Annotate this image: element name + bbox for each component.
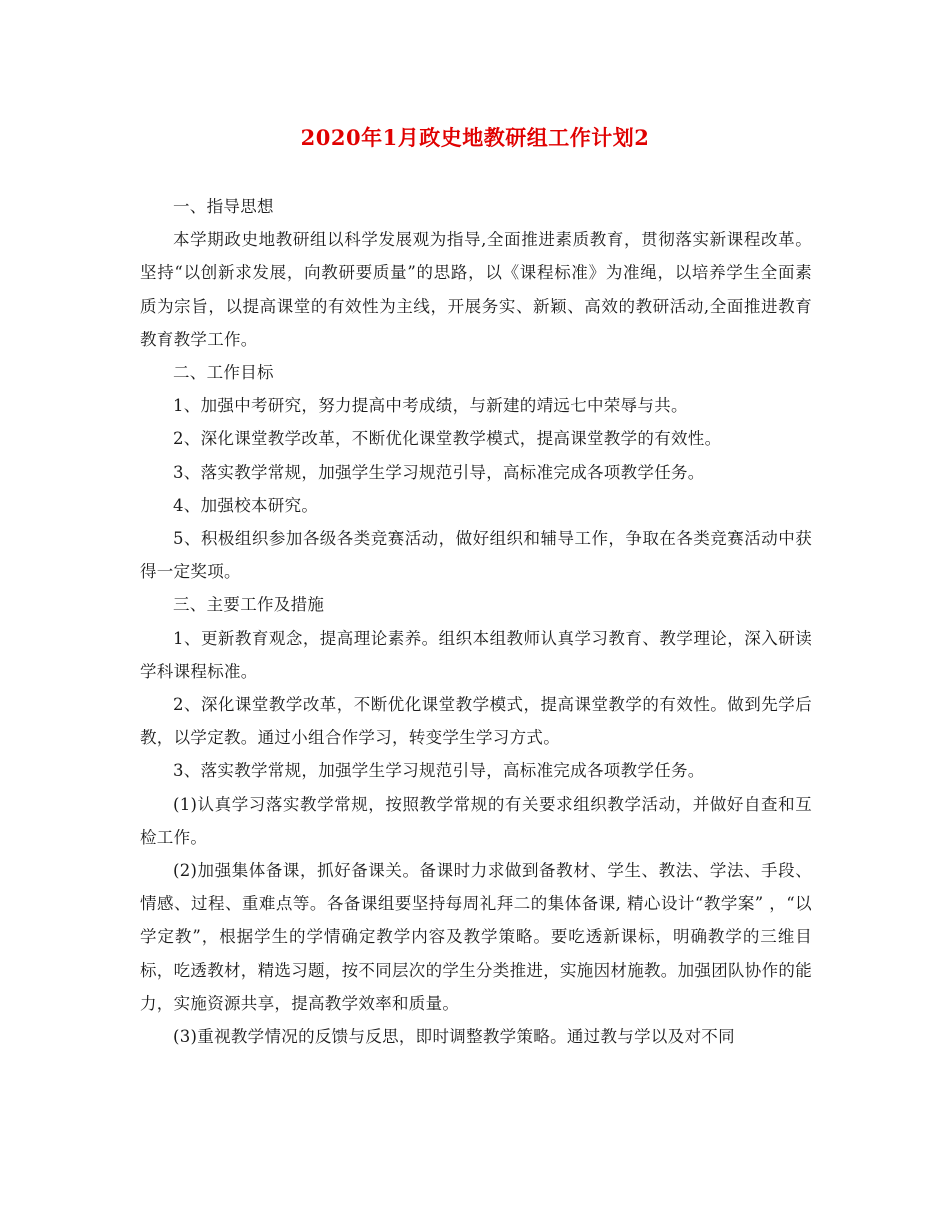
heading-main-work: 三、主要工作及措施 bbox=[173, 595, 325, 615]
sub-measure-3: (3)重视教学情况的反馈与反思，即时调整教学策略。通过教与学以及对不同 bbox=[173, 1027, 735, 1047]
document-title: 2020年1月政史地教研组工作计划2 bbox=[300, 125, 650, 150]
document-body bbox=[140, 190, 812, 1053]
sub-measure-1: (1)认真学习落实教学常规，按照教学常规的有关要求组织教学活动，并做好自查和互检工作。 bbox=[140, 794, 812, 847]
heading-guiding-ideology: 一、指导思想 bbox=[173, 197, 274, 216]
measure-item-2: 2、深化课堂教学改革，不断优化课堂教学模式，提高课堂教学的有效性。做到先学后教，以学定教。通过小组合作学习，转变学生学习方式。 bbox=[140, 695, 812, 748]
goal-item-4: 4、加强校本研究。 bbox=[173, 495, 319, 515]
goal-item-1: 1、加强中考研究，努力提高中考成绩，与新建的靖远七中荣辱与共。 bbox=[173, 396, 688, 416]
heading-work-goals: 二、工作目标 bbox=[173, 363, 274, 383]
goal-item-2: 2、深化课堂教学改革，不断优化课堂教学模式，提高课堂教学的有效性。 bbox=[173, 429, 722, 449]
measure-item-1: 1、更新教育观念，提高理论素养。组织本组教师认真学习教育、教学理论，深入研读学科课程标准。 bbox=[140, 628, 812, 681]
goal-item-5: 5、积极组织参加各级各类竞赛活动，做好组织和辅导工作，争取在各类竞赛活动中获得一定奖项。 bbox=[140, 529, 812, 582]
goal-item-3: 3、落实教学常规，加强学生学习规范引导，高标准完成各项教学任务。 bbox=[173, 462, 705, 482]
measure-item-3: 3、落实教学常规，加强学生学习规范引导，高标准完成各项教学任务。 bbox=[173, 761, 705, 781]
sub-measure-2: (2)加强集体备课，抓好备课关。备课时力求做到备教材、学生、教法、学法、手段、情感、过程、重难点等。各备课组要坚持每周礼拜二的集体备课, 精心设计“教学案” ，“以学定教”，根据学生的学情确定教学内容及教学策略。要吃透新课标，明确教学的三维目标，吃透教材，精选习题，按不同层次的学生分类推进，实施因材施教。加强团队协作的能力，实施资源共享，提高教学效率和质量。 bbox=[140, 861, 812, 1013]
paragraph-guiding-ideology: 本学期政史地教研组以科学发展观为指导,全面推进素质教育，贯彻落实新课程改革。 坚持“以创新求发展，向教研要质量”的思路，以《课程标准》为准绳，以培养学生全面素质为宗旨，以提高课堂的有效性为主线，开展务实、新颖、高效的教研活动,全面推进教育教育教学工作。 bbox=[140, 230, 812, 349]
